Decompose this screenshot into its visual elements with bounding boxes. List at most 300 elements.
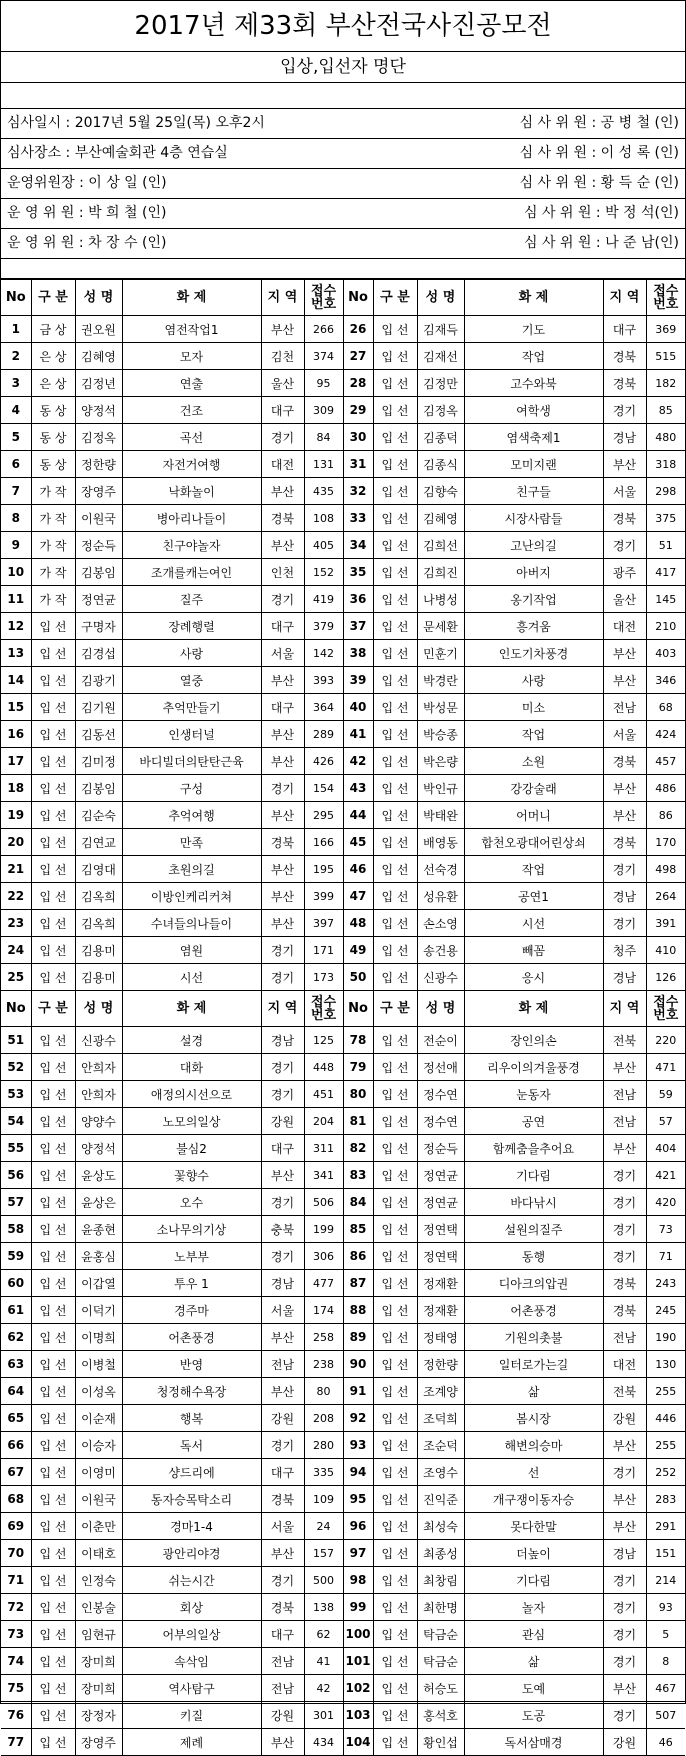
table-row [1, 1054, 685, 1081]
cell-entry-number: 68 [646, 694, 685, 721]
cell-topic: 염원 [122, 937, 261, 964]
cell-region: 경북 [603, 505, 646, 532]
cell-region: 김천 [261, 343, 304, 370]
cell-entry-number: 451 [304, 1081, 343, 1108]
cell-category: 입 선 [373, 1432, 417, 1459]
cell-topic: 조개를캐는여인 [122, 559, 261, 586]
cell-region: 청주 [603, 937, 646, 964]
cell-topic: 사랑 [122, 640, 261, 667]
cell-topic: 공연1 [464, 883, 603, 910]
cell-entry-no: 76 [1, 1702, 31, 1729]
cell-entry-no: 15 [1, 694, 31, 721]
cell-name: 탁금순 [417, 1648, 464, 1675]
cell-name: 박은량 [417, 748, 464, 775]
cell-category: 입 선 [31, 1594, 75, 1621]
cell-entry-number: 298 [646, 478, 685, 505]
cell-entry-number: 369 [646, 316, 685, 343]
cell-category: 입 선 [31, 1324, 75, 1351]
cell-name: 김정옥 [417, 397, 464, 424]
cell-category: 입 선 [31, 721, 75, 748]
cell-region: 강원 [261, 1108, 304, 1135]
cell-entry-number: 379 [304, 613, 343, 640]
cell-topic: 기다림 [464, 1567, 603, 1594]
cell-entry-no: 26 [343, 316, 373, 343]
cell-entry-no: 61 [1, 1297, 31, 1324]
cell-topic: 바다낚시 [464, 1189, 603, 1216]
table-row [1, 1162, 685, 1189]
cell-entry-number: 335 [304, 1459, 343, 1486]
cell-name: 최한명 [417, 1594, 464, 1621]
cell-category: 입 선 [373, 910, 417, 937]
header-entry [304, 991, 343, 1027]
cell-region: 경기 [603, 1162, 646, 1189]
cell-entry-no: 64 [1, 1378, 31, 1405]
cell-name: 민훈기 [417, 640, 464, 667]
cell-category: 입 선 [373, 829, 417, 856]
info-row [1, 199, 685, 229]
cell-name: 장정자 [75, 1702, 122, 1729]
cell-name: 윤종현 [75, 1216, 122, 1243]
cell-name: 이병철 [75, 1351, 122, 1378]
judge-text: 심 사 위 원 : 이 성 록 (인) [519, 145, 679, 161]
cell-region: 경기 [603, 1648, 646, 1675]
cell-topic: 삶 [464, 1648, 603, 1675]
cell-category: 입 선 [373, 721, 417, 748]
table-row [1, 613, 685, 640]
cell-topic: 독서 [122, 1432, 261, 1459]
table-row [1, 397, 685, 424]
cell-entry-number: 341 [304, 1162, 343, 1189]
cell-entry-number: 252 [646, 1459, 685, 1486]
cell-topic: 소나무의기상 [122, 1216, 261, 1243]
cell-entry-no: 35 [343, 559, 373, 586]
cell-topic: 봄시장 [464, 1405, 603, 1432]
cell-category: 입 선 [373, 505, 417, 532]
cell-name: 정재환 [417, 1297, 464, 1324]
cell-topic: 노부부 [122, 1243, 261, 1270]
cell-entry-number: 301 [304, 1702, 343, 1729]
cell-region: 서울 [603, 478, 646, 505]
cell-entry-number: 125 [304, 1027, 343, 1054]
cell-entry-no: 45 [343, 829, 373, 856]
cell-topic: 모자 [122, 343, 261, 370]
cell-name: 인봉술 [75, 1594, 122, 1621]
cell-category: 입 선 [373, 1054, 417, 1081]
cell-entry-no: 38 [343, 640, 373, 667]
cell-category: 입 선 [373, 667, 417, 694]
cell-region: 부산 [603, 1486, 646, 1513]
cell-category: 입 선 [373, 1513, 417, 1540]
cell-entry-no: 18 [1, 775, 31, 802]
cell-entry-number: 170 [646, 829, 685, 856]
cell-entry-no: 74 [1, 1648, 31, 1675]
info-left-text: 심사일시 : 2017년 5월 25일(목) 오후2시 [7, 115, 265, 131]
cell-topic: 선 [464, 1459, 603, 1486]
cell-category: 가 작 [31, 505, 75, 532]
cell-topic: 더높이 [464, 1540, 603, 1567]
cell-entry-no: 77 [1, 1729, 31, 1756]
cell-entry-no: 68 [1, 1486, 31, 1513]
cell-entry-number: 131 [304, 451, 343, 478]
cell-topic: 삶 [464, 1378, 603, 1405]
cell-name: 김경섭 [75, 640, 122, 667]
cell-entry-number: 421 [646, 1162, 685, 1189]
cell-name: 이순재 [75, 1405, 122, 1432]
cell-category: 입 선 [373, 1027, 417, 1054]
cell-category: 입 선 [373, 1351, 417, 1378]
cell-topic: 눈동자 [464, 1081, 603, 1108]
table-row [1, 802, 685, 829]
cell-name: 권오원 [75, 316, 122, 343]
header-entry-line2: 번호 [310, 296, 337, 312]
cell-category: 입 선 [31, 1567, 75, 1594]
cell-entry-number: 84 [304, 424, 343, 451]
cell-topic: 경마1-4 [122, 1513, 261, 1540]
cell-topic: 청정해수욕장 [122, 1378, 261, 1405]
cell-category: 입 선 [373, 775, 417, 802]
cell-entry-no: 73 [1, 1621, 31, 1648]
cell-topic: 설원의질주 [464, 1216, 603, 1243]
cell-region: 대구 [261, 1621, 304, 1648]
cell-entry-number: 477 [304, 1270, 343, 1297]
cell-entry-no: 29 [343, 397, 373, 424]
cell-region: 경기 [603, 1216, 646, 1243]
cell-entry-number: 399 [304, 883, 343, 910]
cell-entry-number: 73 [646, 1216, 685, 1243]
cell-topic: 곡선 [122, 424, 261, 451]
table-row [1, 1081, 685, 1108]
cell-entry-no: 3 [1, 370, 31, 397]
info-row [1, 109, 685, 139]
cell-region: 경기 [603, 910, 646, 937]
cell-region: 경기 [261, 1189, 304, 1216]
cell-name: 최창림 [417, 1567, 464, 1594]
cell-category: 입 선 [373, 1162, 417, 1189]
cell-entry-number: 93 [646, 1594, 685, 1621]
cell-entry-number: 62 [304, 1621, 343, 1648]
cell-topic: 흥겨움 [464, 613, 603, 640]
cell-entry-no: 16 [1, 721, 31, 748]
cell-region: 강원 [261, 1702, 304, 1729]
cell-category: 가 작 [31, 586, 75, 613]
cell-entry-number: 391 [646, 910, 685, 937]
cell-topic: 역사탐구 [122, 1675, 261, 1702]
cell-entry-number: 295 [304, 802, 343, 829]
cell-topic: 이방인케리커쳐 [122, 883, 261, 910]
cell-topic: 모미지랜 [464, 451, 603, 478]
cell-region: 광주 [603, 559, 646, 586]
cell-region: 경북 [603, 1297, 646, 1324]
cell-region: 경북 [603, 829, 646, 856]
cell-region: 부산 [603, 667, 646, 694]
cell-name: 김봉임 [75, 559, 122, 586]
cell-entry-no: 21 [1, 856, 31, 883]
cell-entry-number: 138 [304, 1594, 343, 1621]
cell-region: 울산 [603, 586, 646, 613]
info-left-text: 운영위원장 : 이 상 일 (인) [7, 175, 167, 191]
cell-topic: 기다림 [464, 1162, 603, 1189]
table-row [1, 1594, 685, 1621]
cell-name: 김희진 [417, 559, 464, 586]
judging-info [1, 108, 685, 259]
cell-category: 입 선 [373, 1324, 417, 1351]
cell-name: 김종덕 [417, 424, 464, 451]
cell-category: 입 선 [31, 1702, 75, 1729]
cell-region: 부산 [261, 478, 304, 505]
header-cat: 구 분 [373, 280, 417, 316]
cell-topic: 병아리나들이 [122, 505, 261, 532]
cell-entry-number: 5 [646, 1621, 685, 1648]
cell-region: 경기 [603, 1594, 646, 1621]
cell-topic: 샹드리에 [122, 1459, 261, 1486]
cell-category: 입 선 [373, 748, 417, 775]
cell-entry-number: 220 [646, 1027, 685, 1054]
cell-name: 이승자 [75, 1432, 122, 1459]
cell-name: 조순덕 [417, 1432, 464, 1459]
cell-name: 김연교 [75, 829, 122, 856]
cell-entry-no: 52 [1, 1054, 31, 1081]
cell-region: 부산 [261, 1324, 304, 1351]
cell-entry-number: 404 [646, 1135, 685, 1162]
header-topic: 화 제 [122, 280, 261, 316]
header-entry-line1: 접수 [653, 994, 679, 1010]
header-entry-line2: 번호 [653, 296, 679, 312]
cell-name: 문세환 [417, 613, 464, 640]
cell-name: 이갑열 [75, 1270, 122, 1297]
cell-region: 경기 [261, 1243, 304, 1270]
cell-name: 최성숙 [417, 1513, 464, 1540]
cell-entry-no: 5 [1, 424, 31, 451]
cell-category: 입 선 [373, 613, 417, 640]
cell-entry-number: 182 [646, 370, 685, 397]
cell-name: 김영대 [75, 856, 122, 883]
cell-category: 입 선 [31, 856, 75, 883]
cell-category: 입 선 [373, 586, 417, 613]
cell-entry-number: 467 [646, 1675, 685, 1702]
cell-topic: 독서삼매경 [464, 1729, 603, 1756]
cell-entry-number: 95 [304, 370, 343, 397]
table-row [1, 721, 685, 748]
cell-entry-no: 12 [1, 613, 31, 640]
cell-entry-no: 87 [343, 1270, 373, 1297]
table-row [1, 640, 685, 667]
cell-category: 입 선 [373, 694, 417, 721]
cell-category: 입 선 [31, 667, 75, 694]
cell-topic: 일터로가는길 [464, 1351, 603, 1378]
cell-entry-no: 30 [343, 424, 373, 451]
cell-region: 경기 [261, 1567, 304, 1594]
header-topic: 화 제 [122, 991, 261, 1027]
cell-region: 강원 [261, 1405, 304, 1432]
cell-region: 부산 [261, 883, 304, 910]
cell-entry-no: 89 [343, 1324, 373, 1351]
cell-entry-no: 22 [1, 883, 31, 910]
cell-region: 부산 [261, 532, 304, 559]
cell-category: 입 선 [31, 910, 75, 937]
cell-entry-no: 83 [343, 1162, 373, 1189]
header-name: 성 명 [75, 991, 122, 1027]
cell-region: 전남 [603, 1324, 646, 1351]
cell-topic: 건조 [122, 397, 261, 424]
table-row [1, 424, 685, 451]
header-entry [304, 280, 343, 316]
cell-entry-number: 142 [304, 640, 343, 667]
cell-entry-no: 101 [343, 1648, 373, 1675]
table-row [1, 559, 685, 586]
cell-name: 이원국 [75, 1486, 122, 1513]
cell-name: 정재환 [417, 1270, 464, 1297]
cell-topic: 함께춤을추어요 [464, 1135, 603, 1162]
cell-name: 임현규 [75, 1621, 122, 1648]
cell-topic: 낙화놀이 [122, 478, 261, 505]
header-region: 지 역 [261, 280, 304, 316]
cell-category: 입 선 [31, 1378, 75, 1405]
cell-name: 장미희 [75, 1648, 122, 1675]
cell-name: 김용미 [75, 937, 122, 964]
cell-topic: 행복 [122, 1405, 261, 1432]
cell-entry-no: 80 [343, 1081, 373, 1108]
cell-name: 박경란 [417, 667, 464, 694]
cell-category: 동 상 [31, 397, 75, 424]
cell-entry-number: 46 [646, 1729, 685, 1756]
cell-entry-number: 405 [304, 532, 343, 559]
header-entry [646, 991, 685, 1027]
cell-name: 정순득 [417, 1135, 464, 1162]
cell-entry-no: 75 [1, 1675, 31, 1702]
cell-entry-no: 102 [343, 1675, 373, 1702]
cell-region: 전북 [603, 1378, 646, 1405]
cell-category: 입 선 [31, 1729, 75, 1756]
cell-name: 김혜영 [75, 343, 122, 370]
cell-entry-no: 90 [343, 1351, 373, 1378]
judge-text: 심 사 위 원 : 황 득 순 (인) [519, 175, 679, 191]
cell-entry-number: 283 [646, 1486, 685, 1513]
cell-name: 김희선 [417, 532, 464, 559]
cell-topic: 질주 [122, 586, 261, 613]
table-row [1, 1729, 685, 1756]
cell-region: 경기 [603, 532, 646, 559]
cell-region: 부산 [261, 667, 304, 694]
cell-category: 입 선 [31, 1027, 75, 1054]
spacer [1, 83, 685, 108]
table-row [1, 1108, 685, 1135]
cell-topic: 고난의길 [464, 532, 603, 559]
cell-name: 김정옥 [75, 424, 122, 451]
cell-category: 입 선 [31, 1297, 75, 1324]
cell-category: 입 선 [31, 1675, 75, 1702]
cell-category: 입 선 [373, 1189, 417, 1216]
cell-region: 대구 [261, 613, 304, 640]
table-row [1, 370, 685, 397]
cell-name: 윤상도 [75, 1162, 122, 1189]
cell-entry-number: 364 [304, 694, 343, 721]
cell-topic: 응시 [464, 964, 603, 991]
cell-region: 경기 [261, 586, 304, 613]
cell-name: 조계양 [417, 1378, 464, 1405]
cell-entry-number: 397 [304, 910, 343, 937]
cell-category: 입 선 [373, 1540, 417, 1567]
cell-topic: 광안리야경 [122, 1540, 261, 1567]
cell-name: 나병성 [417, 586, 464, 613]
cell-entry-no: 36 [343, 586, 373, 613]
cell-entry-no: 104 [343, 1729, 373, 1756]
info-left-text: 운 영 위 원 : 차 장 수 (인) [7, 235, 167, 251]
cell-topic: 도공 [464, 1702, 603, 1729]
header-region: 지 역 [603, 991, 646, 1027]
cell-category: 입 선 [373, 559, 417, 586]
cell-region: 부산 [261, 1162, 304, 1189]
cell-category: 입 선 [31, 694, 75, 721]
cell-topic: 자전거여행 [122, 451, 261, 478]
cell-entry-number: 238 [304, 1351, 343, 1378]
cell-entry-number: 486 [646, 775, 685, 802]
cell-category: 입 선 [373, 1594, 417, 1621]
cell-category: 입 선 [373, 802, 417, 829]
cell-topic: 시장사람들 [464, 505, 603, 532]
cell-entry-number: 264 [646, 883, 685, 910]
cell-entry-number: 152 [304, 559, 343, 586]
cell-entry-no: 11 [1, 586, 31, 613]
cell-entry-no: 40 [343, 694, 373, 721]
table-row [1, 1432, 685, 1459]
info-left-text: 심사장소 : 부산예술회관 4층 연습실 [7, 145, 228, 161]
cell-entry-no: 53 [1, 1081, 31, 1108]
cell-entry-number: 393 [304, 667, 343, 694]
cell-topic: 구성 [122, 775, 261, 802]
cell-topic: 제례 [122, 1729, 261, 1756]
cell-entry-no: 54 [1, 1108, 31, 1135]
table-row [1, 1567, 685, 1594]
cell-name: 이덕기 [75, 1297, 122, 1324]
cell-name: 정연균 [75, 586, 122, 613]
cell-topic: 개구쟁이동자승 [464, 1486, 603, 1513]
cell-entry-number: 243 [646, 1270, 685, 1297]
cell-category: 입 선 [373, 1405, 417, 1432]
cell-name: 황인섭 [417, 1729, 464, 1756]
cell-category: 입 선 [373, 1135, 417, 1162]
cell-topic: 강강술래 [464, 775, 603, 802]
table-row [1, 478, 685, 505]
table-row [1, 937, 685, 964]
cell-entry-number: 157 [304, 1540, 343, 1567]
cell-region: 경북 [261, 1486, 304, 1513]
cell-name: 김용미 [75, 964, 122, 991]
cell-category: 입 선 [373, 1729, 417, 1756]
cell-category: 입 선 [373, 1297, 417, 1324]
cell-region: 부산 [603, 451, 646, 478]
cell-region: 경북 [261, 829, 304, 856]
cell-name: 김종식 [417, 451, 464, 478]
cell-entry-number: 434 [304, 1729, 343, 1756]
cell-entry-number: 255 [646, 1432, 685, 1459]
cell-name: 이영미 [75, 1459, 122, 1486]
cell-category: 입 선 [31, 937, 75, 964]
cell-category: 입 선 [31, 748, 75, 775]
cell-entry-number: 291 [646, 1513, 685, 1540]
cell-topic: 투우 1 [122, 1270, 261, 1297]
cell-region: 인천 [261, 559, 304, 586]
cell-entry-number: 289 [304, 721, 343, 748]
cell-name: 정수연 [417, 1108, 464, 1135]
cell-category: 입 선 [31, 1405, 75, 1432]
table-row [1, 586, 685, 613]
cell-topic: 인도기차풍경 [464, 640, 603, 667]
cell-region: 부산 [261, 316, 304, 343]
cell-name: 송건용 [417, 937, 464, 964]
cell-name: 정수연 [417, 1081, 464, 1108]
cell-entry-number: 266 [304, 316, 343, 343]
cell-topic: 시선 [122, 964, 261, 991]
